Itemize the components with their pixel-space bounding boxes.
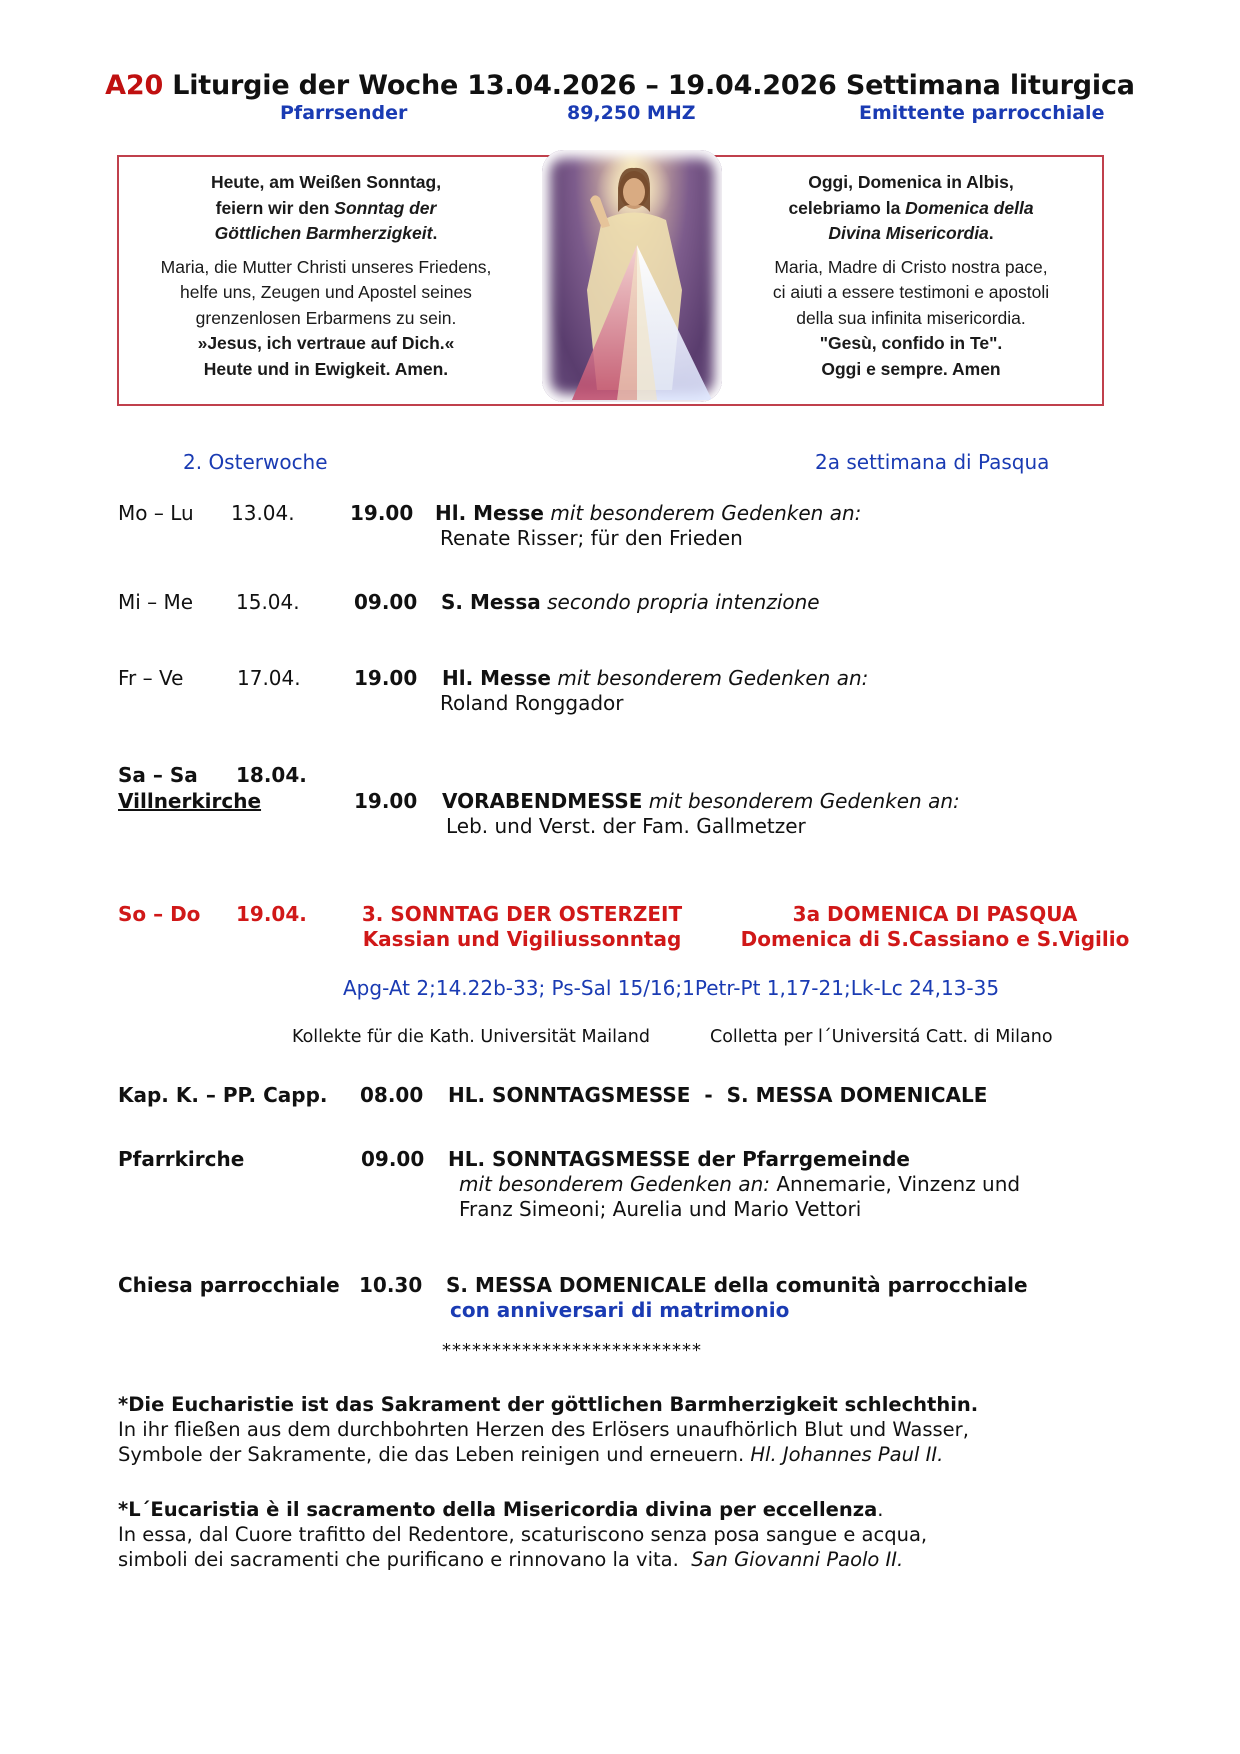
schedule-title: Hl. Messe — [442, 666, 551, 690]
schedule-detail: Leb. und Verst. der Fam. Gallmetzer — [446, 814, 806, 838]
prayer-it-line2: celebriamo la — [788, 197, 906, 218]
quote-it-heading-wrap — [118, 1498, 883, 1521]
schedule-place: Villnerkirche — [118, 789, 262, 813]
title-text: Liturgie der Woche 13.04.2026 – 19.04.2026 Settimana liturgica — [172, 70, 1135, 101]
prayer-it-line3-italic: Divina Misericordia — [828, 223, 989, 243]
sunday-title-de: 3. SONNTAG DER OSTERZEIT — [361, 902, 683, 926]
schedule-time: 09.00 — [354, 590, 418, 614]
schedule-day: Mi – Me — [118, 590, 194, 614]
mass-title: HL. SONNTAGSMESSE der Pfarrgemeinde — [448, 1147, 910, 1171]
week-label-de: 2. Osterwoche — [183, 450, 328, 474]
mass-place: Kap. K. – PP. Capp. — [118, 1083, 328, 1107]
mass-note: mit besonderem Gedenken an: — [459, 1172, 771, 1196]
schedule-time: 19.00 — [350, 501, 414, 525]
prayer-it-body3: della sua infinita misericordia. — [796, 307, 1026, 328]
prayer-de-body2: helfe uns, Zeugen und Apostel seines — [180, 282, 472, 302]
quote-it-heading: *L´Eucaristia è il sacramento della Misericordia divina per eccellenza — [118, 1498, 878, 1521]
schedule-title: Hl. Messe — [435, 501, 544, 525]
schedule-service — [435, 501, 861, 525]
schedule-service — [442, 666, 868, 690]
prayer-de-body1: Maria, die Mutter Christi unseres Friedens, — [160, 256, 492, 277]
quote-it-heading-end: . — [877, 1498, 884, 1521]
schedule-title: S. Messa — [441, 590, 541, 614]
radio-frequency: 89,250 MHZ — [567, 102, 696, 124]
sunday-readings: Apg-At 2;14.22b-33; Ps-Sal 15/16;1Petr-Pt 1,17-21;Lk-Lc 24,13-35 — [343, 976, 1000, 1000]
prayer-it-quote: "Gesù, confido in Te". — [819, 333, 1003, 353]
schedule-day: Fr – Ve — [118, 666, 184, 690]
schedule-day: Mo – Lu — [118, 501, 194, 525]
quote-it-line1: In essa, dal Cuore trafitto del Redentore, scaturiscono senza posa sangue e acqua, — [118, 1523, 928, 1546]
collection-de: Kollekte für die Kath. Universität Mailand — [292, 1027, 650, 1047]
prayer-it — [706, 170, 1116, 382]
sunday-day: So – Do — [118, 902, 201, 926]
schedule-date: 13.04. — [231, 501, 295, 525]
quote-de-author: Hl. Johannes Paul II. — [750, 1443, 944, 1466]
schedule-title: VORABENDMESSE — [442, 789, 643, 813]
mass-title: S. MESSA DOMENICALE della comunità parrocchiale — [446, 1273, 1028, 1297]
week-label-it: 2a settimana di Pasqua — [815, 450, 1050, 474]
prayer-it-body1: Maria, Madre di Cristo nostra pace, — [774, 256, 1048, 277]
schedule-note: mit besonderem Gedenken an: — [648, 789, 960, 813]
prayer-de-line3-italic: Göttlichen Barmherzigkeit — [214, 223, 433, 243]
prayer-de-line3-end: . — [432, 223, 438, 243]
quote-de-line2-wrap — [118, 1443, 943, 1466]
mass-title: HL. SONNTAGSMESSE - S. MESSA DOMENICALE — [448, 1083, 988, 1107]
sunday-title-it: 3a DOMENICA DI PASQUA — [792, 902, 1078, 926]
schedule-date: 15.04. — [236, 590, 300, 614]
prayer-it-line1: Oggi, Domenica in Albis, — [808, 172, 1014, 192]
radio-label-de: Pfarrsender — [280, 102, 408, 124]
quote-de-line1: In ihr fließen aus dem durchbohrten Herzen des Erlösers unaufhörlich Blut und Wasser, — [118, 1418, 969, 1441]
schedule-note: mit besonderem Gedenken an: — [557, 666, 869, 690]
quote-it-line2: simboli dei sacramenti che purificano e rinnovano la vita. — [118, 1548, 692, 1571]
schedule-date: 18.04. — [236, 763, 307, 787]
schedule-service — [441, 590, 820, 614]
schedule-time: 19.00 — [354, 666, 418, 690]
divine-mercy-image — [542, 150, 722, 402]
sunday-date: 19.04. — [236, 902, 307, 926]
schedule-note: mit besonderem Gedenken an: — [550, 501, 862, 525]
collection-it: Colletta per l´Universitá Catt. di Milano — [710, 1027, 1053, 1047]
schedule-note: secondo propria intenzione — [547, 590, 820, 614]
schedule-day: Sa – Sa — [118, 763, 198, 787]
prayer-de-line2-italic: Sonntag der — [334, 197, 437, 218]
sunday-subtitle-de: Kassian und Vigiliussonntag — [362, 927, 682, 951]
prayer-de-quote: »Jesus, ich vertraue auf Dich.« — [197, 333, 455, 353]
divine-mercy-illustration — [542, 150, 722, 402]
prayer-it-line2-italic: Domenica della — [905, 197, 1034, 218]
prayer-de-body3: grenzenlosen Erbarmens zu sein. — [195, 307, 457, 328]
prayer-it-line3-end: . — [988, 223, 994, 243]
separator: ************************** — [442, 1340, 702, 1361]
quote-de-heading: *Die Eucharistie ist das Sakrament der göttlichen Barmherzigkeit schlechthin. — [118, 1393, 979, 1416]
quote-it-line2-wrap — [118, 1548, 903, 1571]
mass-extra: con anniversari di matrimonio — [450, 1298, 790, 1322]
mass-detail-line1: Annemarie, Vinzenz und — [770, 1172, 1021, 1196]
schedule-service — [442, 789, 960, 813]
schedule-detail: Roland Ronggador — [440, 691, 624, 715]
prayer-de-closing: Heute und in Ewigkeit. Amen. — [203, 358, 449, 379]
prayer-de-line2: feiern wir den — [215, 197, 335, 218]
schedule-detail: Renate Risser; für den Frieden — [440, 526, 743, 550]
page-title — [0, 70, 1240, 101]
mass-place: Pfarrkirche — [118, 1147, 245, 1171]
mass-detail — [459, 1172, 1020, 1196]
mass-time: 09.00 — [361, 1147, 425, 1171]
mass-time: 08.00 — [360, 1083, 424, 1107]
mass-place: Chiesa parrocchiale — [118, 1273, 340, 1297]
quote-de-line2: Symbole der Sakramente, die das Leben reinigen und erneuern. — [118, 1443, 751, 1466]
prayer-it-body2: ci aiuti a essere testimoni e apostoli — [772, 282, 1050, 302]
prayer-it-closing: Oggi e sempre. Amen — [821, 358, 1001, 379]
schedule-date: 17.04. — [237, 666, 301, 690]
radio-label-it: Emittente parrocchiale — [859, 102, 1105, 124]
prayer-de-line1: Heute, am Weißen Sonntag, — [210, 172, 442, 192]
quote-it-author: San Giovanni Paolo II. — [691, 1548, 904, 1571]
title-code: A20 — [105, 70, 164, 101]
prayer-de — [121, 170, 531, 382]
mass-time: 10.30 — [359, 1273, 423, 1297]
mass-detail-line2: Franz Simeoni; Aurelia und Mario Vettori — [459, 1197, 862, 1221]
schedule-time: 19.00 — [354, 789, 418, 813]
sunday-subtitle-it: Domenica di S.Cassiano e S.Vigilio — [740, 927, 1130, 951]
